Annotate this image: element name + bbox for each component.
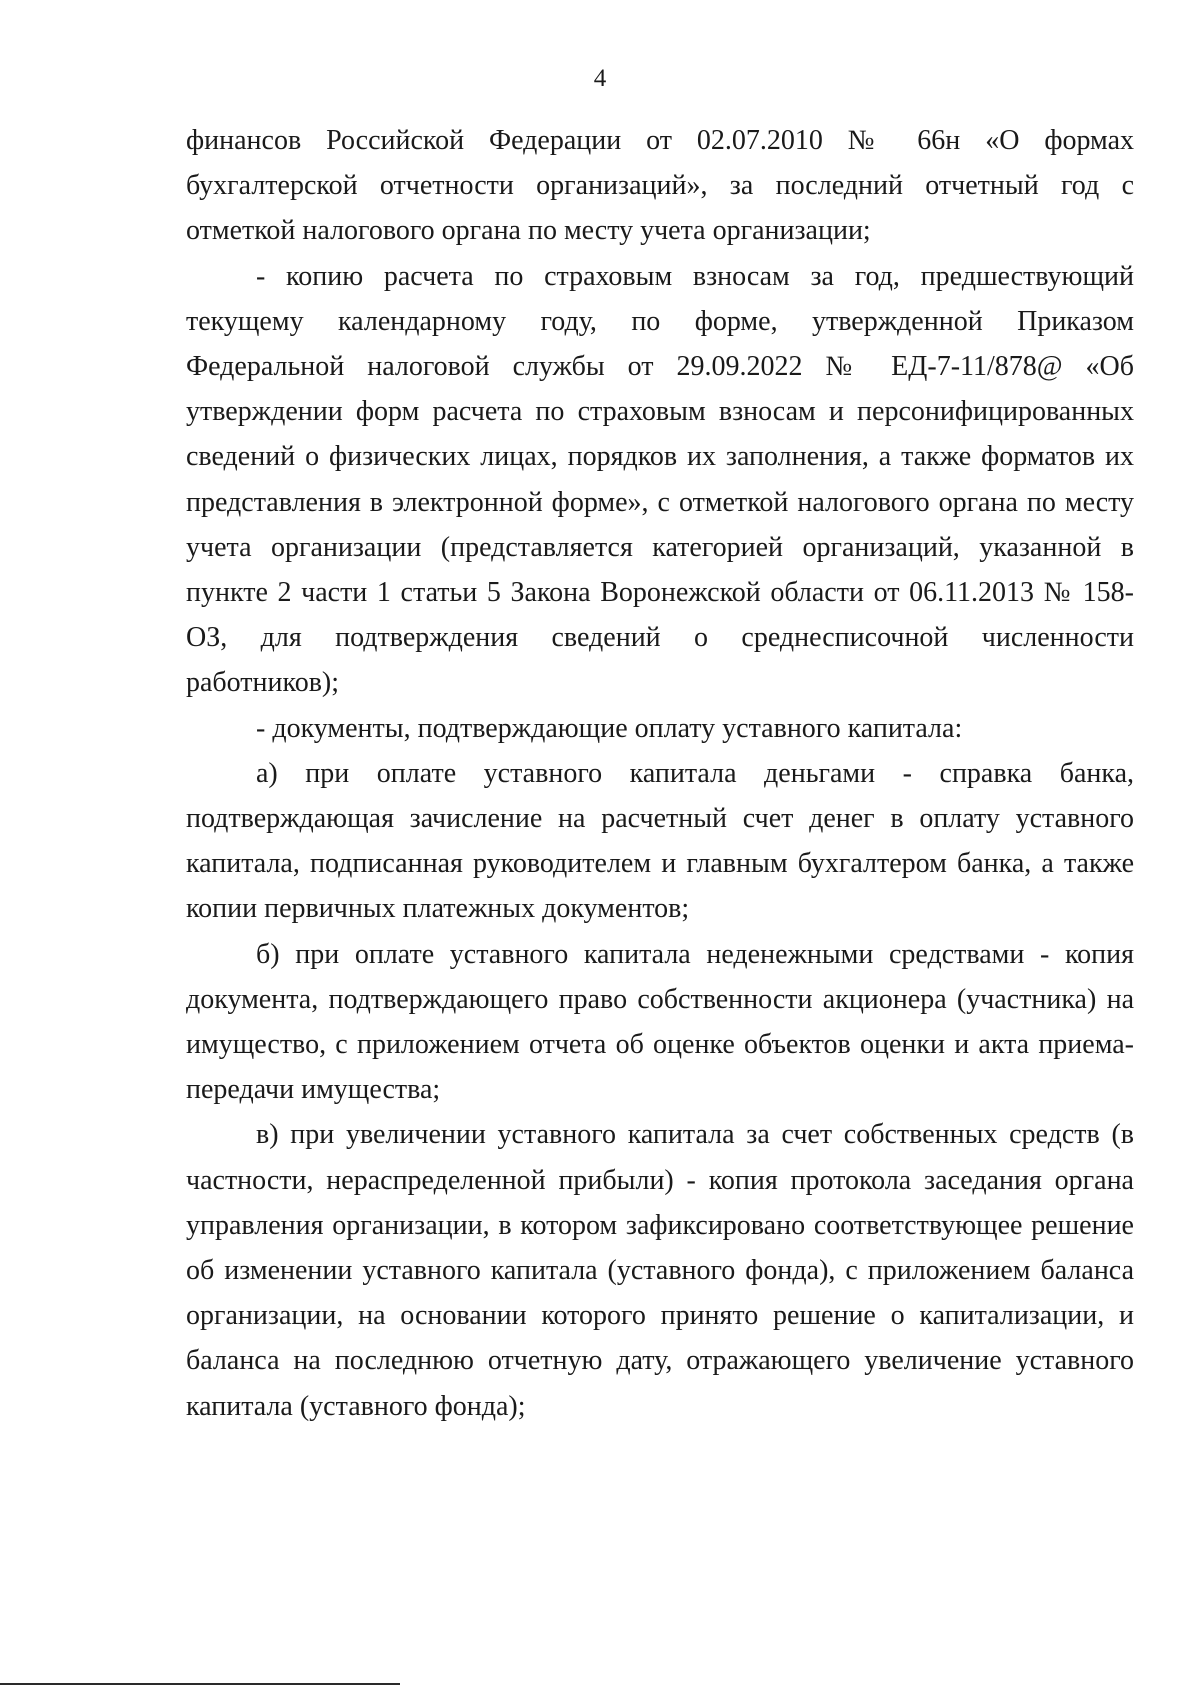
paragraph-3: - документы, подтверждающие оплату уставного капитала:: [256, 712, 963, 744]
paragraph-2: - копию расчета по страховым взносам за год, предшествующий текущему календарному году, по форме, утвержденной Приказом Федеральной налоговой службы от 29.09.2022 № ЕД-7-11/878@ «Об утверждении форм расчета по страховым взносам и персонифицированных сведений о физических лицах, порядков их заполнения, а также форматов их представления в электронной форме», с отметкой налогового органа по месту учета организации (представляется категорией организаций, указанной в пункте 2 части 1 статьи 5 Закона Воронежской области от 06.11.2013 № 158-ОЗ, для подтверждения сведений о среднесписочной численности работников);: [186, 260, 1134, 699]
footer-divider: [0, 1683, 400, 1685]
page-number: 4: [593, 65, 607, 92]
paragraph-1: финансов Российской Федерации от 02.07.2010 № 66н «О формах бухгалтерской отчетности организаций», за последний отчетный год с отметкой налогового органа по месту учета организации;: [186, 125, 1134, 247]
paragraph-4: а) при оплате уставного капитала деньгами - справка банка, подтверждающая зачисление на расчетный счет денег в оплату уставного капитала, подписанная руководителем и главным бухгалтером банка, а также копии первичных платежных документов;: [186, 757, 1134, 925]
paragraph-5: б) при оплате уставного капитала неденежными средствами - копия документа, подтверждающего право собственности акционера (участника) на имущество, с приложением отчета об оценке объектов оценки и акта приема-передачи имущества;: [186, 938, 1134, 1106]
paragraph-6: в) при увеличении уставного капитала за счет собственных средств (в частности, нераспределенной прибыли) - копия протокола заседания органа управления организации, в котором зафиксировано соответствующее решение об изменении уставного капитала (уставного фонда), с приложением баланса организации, на основании которого принято решение о капитализации, и баланса на последнюю отчетную дату, отражающего увеличение уставного капитала (уставного фонда);: [186, 1119, 1134, 1422]
document-body: [186, 118, 1134, 1429]
